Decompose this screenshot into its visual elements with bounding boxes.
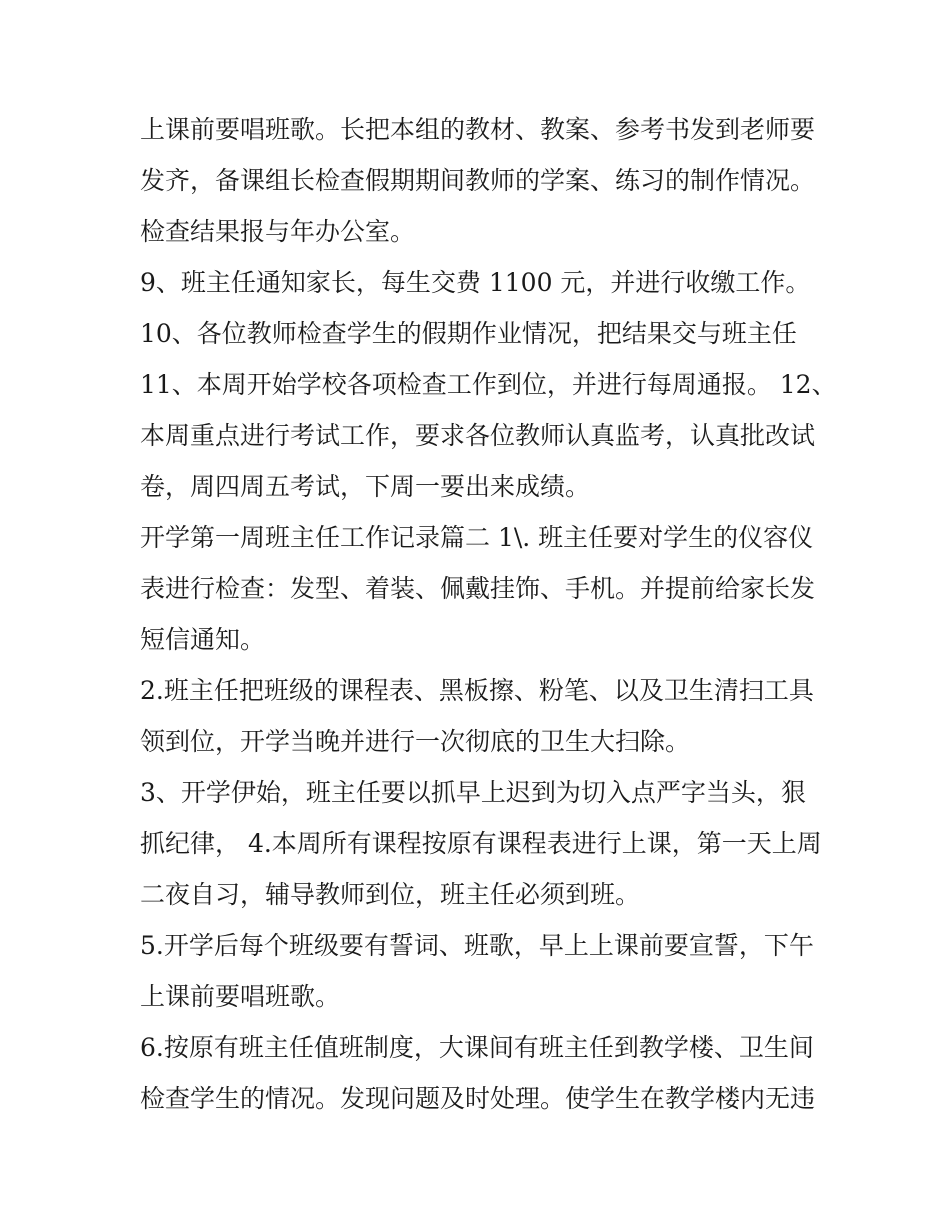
text-line: 本周重点进行考试工作，要求各位教师认真监考，认真批改试 (140, 421, 816, 450)
text-line: 领到位，开学当晚并进行一次彻底的卫生大扫除。 (140, 727, 691, 756)
text-line: 11、本周开始学校各项检查工作到位，并进行每周通报。 12、 (140, 370, 837, 399)
text-line: 开学第一周班主任工作记录篇二 1\. 班主任要对学生的仪容仪 (140, 523, 814, 552)
text-line: 抓纪律， 4.本周所有课程按原有课程表进行上课，第一天上周 (140, 829, 822, 858)
text-line: 二夜自习，辅导教师到位，班主任必须到班。 (140, 880, 641, 909)
text-line: 发齐，备课组长检查假期期间教师的学案、练习的制作情况。 (140, 166, 816, 195)
text-line: 9、班主任通知家长，每生交费 1100 元，并进行收缴工作。 (140, 268, 811, 297)
text-line: 表进行检查：发型、着装、佩戴挂饰、手机。并提前给家长发 (140, 574, 816, 603)
text-line: 5.开学后每个班级要有誓词、班歌，早上上课前要宣誓，下午 (140, 931, 814, 960)
text-line: 2.班主任把班级的课程表、黑板擦、粉笔、以及卫生清扫工具 (140, 676, 814, 705)
text-line: 10、各位教师检查学生的假期作业情况，把结果交与班主任 (140, 319, 797, 348)
text-line: 检查学生的情况。发现问题及时处理。使学生在教学楼内无违 (140, 1084, 816, 1113)
text-line: 上课前要唱班歌。长把本组的教材、教案、参考书发到老师要 (140, 115, 816, 144)
text-line: 短信通知。 (140, 625, 266, 654)
document-body (140, 104, 837, 1124)
text-line: 3、开学伊始，班主任要以抓早上迟到为切入点严字当头，狠 (140, 778, 806, 807)
text-line: 上课前要唱班歌。 (140, 982, 341, 1011)
text-line: 检查结果报与年办公室。 (140, 217, 416, 246)
text-line: 6.按原有班主任值班制度，大课间有班主任到教学楼、卫生间 (140, 1033, 814, 1062)
text-line: 卷，周四周五考试，下周一要出来成绩。 (140, 472, 591, 501)
